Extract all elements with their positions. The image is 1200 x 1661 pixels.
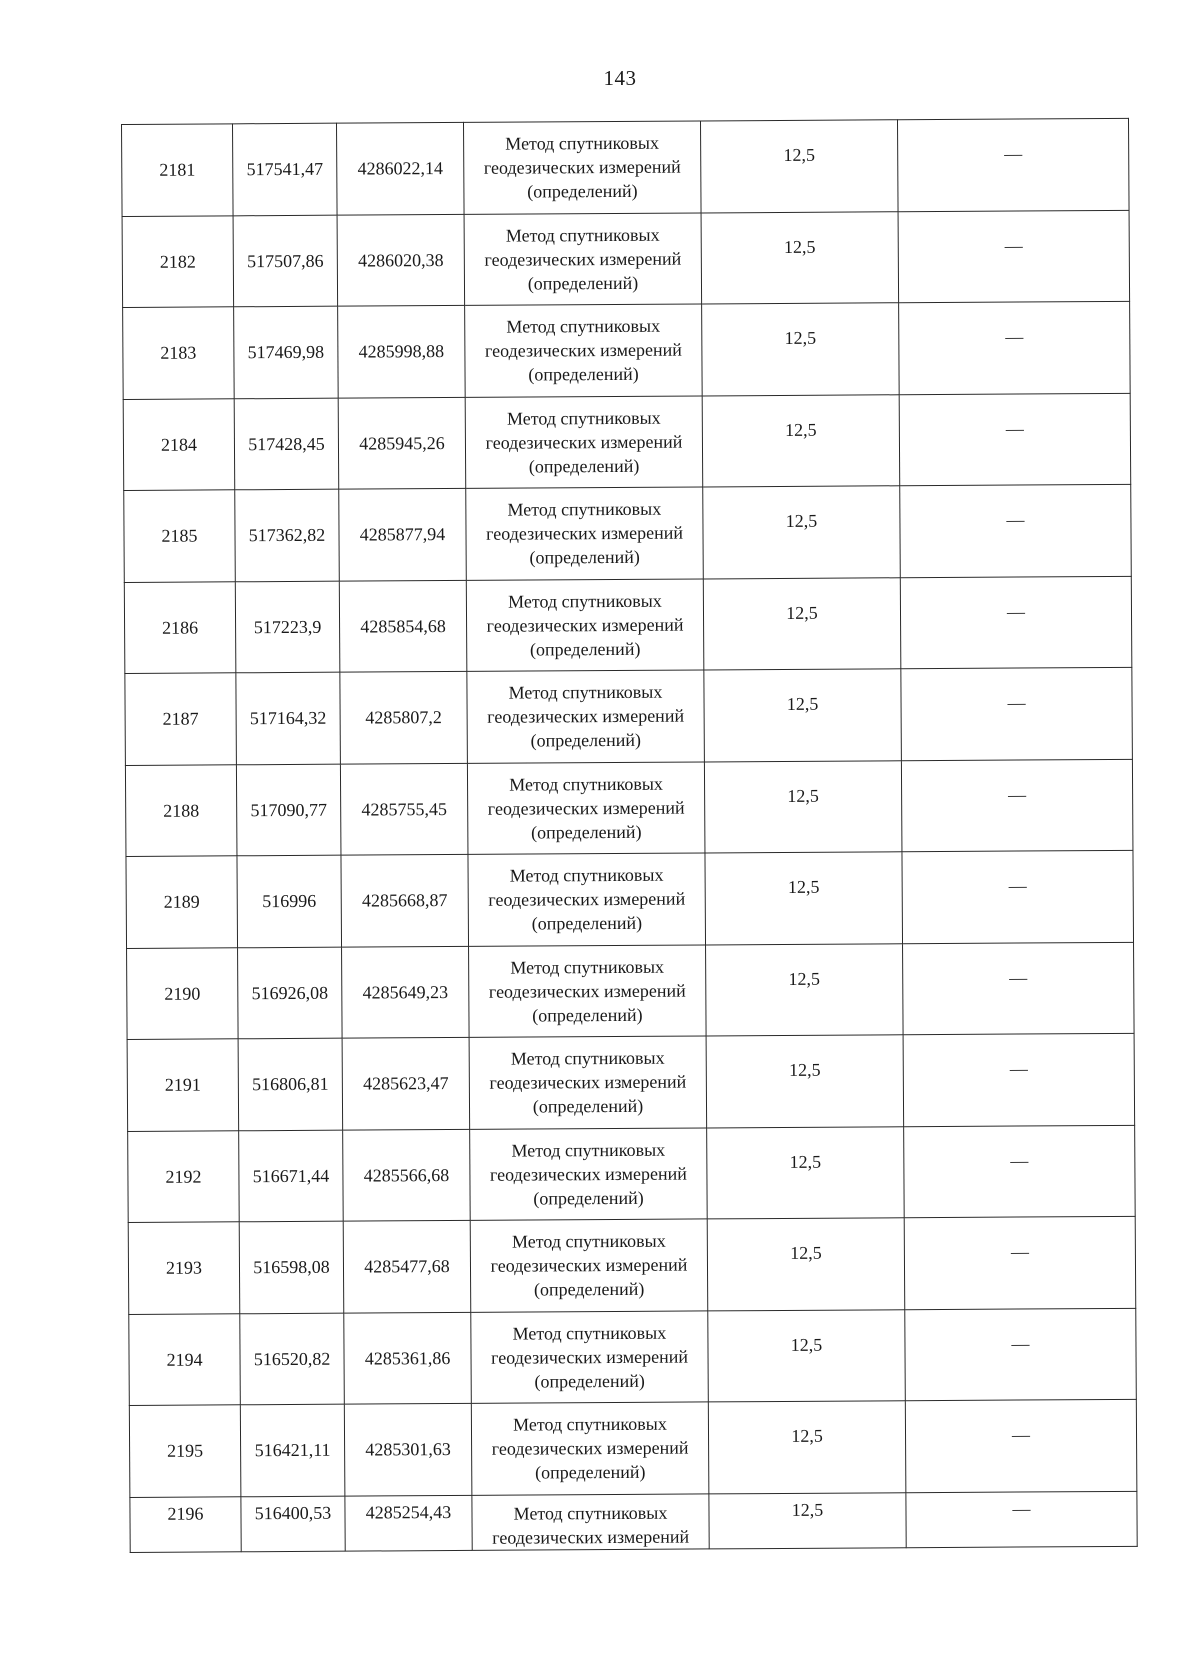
method-text-line: геодезических измерений	[484, 339, 682, 362]
x-coordinate-cell: 517428,45	[234, 398, 339, 490]
x-coordinate-cell: 516421,11	[240, 1404, 345, 1496]
method-text-line: Метод спутниковых	[511, 1139, 666, 1161]
method-text-line: (определений)	[528, 364, 639, 385]
method-cell	[469, 944, 707, 1037]
method-text-line: Метод спутниковых	[505, 132, 660, 154]
method-text-line: геодезических измерений	[485, 431, 683, 453]
method-text-line: геодезических измерений	[484, 248, 682, 270]
note-cell: —	[903, 942, 1135, 1035]
x-coordinate-cell: 516996	[237, 855, 342, 947]
method-text-line: Метод спутниковых	[508, 590, 662, 612]
y-coordinate-cell: 4285877,94	[339, 488, 467, 580]
accuracy-cell: 12,5	[703, 486, 901, 579]
x-coordinate-cell: 516926,08	[238, 947, 343, 1039]
accuracy-cell: 12,5	[707, 1126, 905, 1219]
x-coordinate-cell: 517164,32	[236, 672, 341, 764]
method-text-line: геодезических измерений	[491, 1346, 689, 1368]
y-coordinate-cell: 4285477,68	[343, 1220, 471, 1312]
y-coordinate-cell: 4285623,47	[342, 1037, 470, 1129]
method-text-line: (определений)	[533, 1187, 644, 1209]
method-text-line: геодезических измерений	[483, 156, 681, 179]
note-cell: —	[903, 1033, 1135, 1126]
accuracy-cell: 12,5	[707, 1218, 905, 1311]
accuracy-cell: 12,5	[706, 943, 904, 1036]
method-text-line: (определений)	[534, 1370, 645, 1392]
table-row	[128, 1125, 1136, 1223]
y-coordinate-cell: 4285361,86	[344, 1312, 472, 1404]
method-text-line: (определений)	[528, 455, 640, 477]
table-row	[123, 393, 1131, 491]
accuracy-cell: 12,5	[709, 1492, 906, 1548]
x-coordinate-cell: 516520,82	[240, 1313, 345, 1405]
note-cell: —	[899, 393, 1131, 486]
method-text-line: геодезических измерений	[490, 1254, 688, 1277]
method-text-line: Метод спутниковых	[505, 224, 660, 246]
method-text-line: Метод спутниковых	[509, 773, 663, 795]
table-row	[129, 1399, 1137, 1497]
method-text-line: Метод спутниковых	[506, 407, 661, 429]
point-number-cell: 2183	[123, 307, 235, 399]
note-cell: —	[901, 759, 1133, 852]
accuracy-cell: 12,5	[708, 1401, 906, 1494]
y-coordinate-cell: 4285566,68	[343, 1129, 471, 1221]
accuracy-cell: 12,5	[703, 577, 901, 670]
method-cell	[471, 1402, 709, 1495]
method-cell	[472, 1493, 709, 1549]
point-number-cell: 2190	[127, 947, 239, 1039]
method-cell	[471, 1310, 709, 1403]
method-text-line: Метод спутниковых	[511, 1230, 666, 1252]
note-cell: —	[900, 576, 1132, 669]
note-cell: —	[905, 1399, 1137, 1492]
method-text-line: (определений)	[531, 821, 642, 843]
point-number-cell: 2194	[129, 1313, 241, 1405]
method-cell	[465, 395, 703, 488]
accuracy-cell: 12,5	[700, 120, 898, 213]
note-cell: —	[901, 667, 1133, 760]
method-text-line: (определений)	[531, 913, 643, 934]
method-text-line: (определений)	[534, 1462, 646, 1483]
method-text-line: геодезических измерений	[487, 797, 685, 819]
method-text-line: Метод спутниковых	[510, 1047, 665, 1069]
note-cell: —	[904, 1125, 1136, 1218]
table-row	[127, 942, 1135, 1040]
accuracy-cell: 12,5	[702, 303, 900, 396]
page-number: 143	[603, 66, 637, 90]
method-text-line: геодезических измерений	[492, 1526, 690, 1548]
method-cell	[468, 853, 706, 946]
note-cell: —	[899, 301, 1131, 394]
note-cell: —	[906, 1491, 1137, 1547]
method-text-line: Метод спутниковых	[512, 1322, 667, 1344]
method-cell	[470, 1127, 708, 1220]
method-text-line: геодезических измерений	[491, 1437, 689, 1460]
accuracy-cell: 12,5	[708, 1309, 906, 1402]
method-text-line: геодезических измерений	[486, 614, 684, 636]
method-cell	[466, 578, 704, 671]
accuracy-cell: 12,5	[702, 394, 900, 487]
y-coordinate-cell: 4285668,87	[341, 854, 469, 946]
point-number-cell: 2187	[125, 673, 237, 765]
accuracy-cell: 12,5	[705, 852, 903, 945]
table-row	[123, 301, 1131, 399]
method-cell	[463, 121, 701, 214]
accuracy-cell: 12,5	[706, 1035, 904, 1128]
table-row	[129, 1308, 1137, 1406]
method-cell	[466, 487, 704, 580]
note-cell: —	[905, 1308, 1137, 1401]
method-text-line: геодезических измерений	[488, 980, 686, 1002]
table-row	[124, 576, 1132, 674]
point-number-cell: 2188	[125, 764, 237, 856]
table-row	[122, 210, 1130, 308]
point-number-cell: 2189	[126, 856, 238, 948]
y-coordinate-cell: 4285649,23	[342, 946, 470, 1038]
coordinates-table-body	[122, 118, 1138, 1552]
point-number-cell: 2186	[124, 581, 236, 673]
method-text-line: (определений)	[532, 1096, 644, 1117]
y-coordinate-cell: 4285998,88	[338, 305, 466, 397]
method-cell	[464, 212, 702, 305]
method-text-line: (определений)	[527, 181, 638, 202]
method-text-line: Метод спутниковых	[509, 864, 664, 886]
table-row	[124, 484, 1132, 582]
x-coordinate-cell: 516671,44	[239, 1130, 344, 1222]
x-coordinate-cell: 517507,86	[233, 215, 338, 307]
method-text-line: Метод спутниковых	[513, 1502, 668, 1524]
y-coordinate-cell: 4285755,45	[340, 763, 468, 855]
note-cell: —	[904, 1216, 1136, 1309]
method-text-line: (определений)	[529, 547, 640, 568]
method-text-line: геодезических измерений	[488, 888, 686, 911]
x-coordinate-cell: 517469,98	[234, 306, 339, 398]
note-cell: —	[902, 850, 1134, 943]
x-coordinate-cell: 516598,08	[239, 1221, 344, 1313]
x-coordinate-cell: 516400,53	[241, 1496, 345, 1552]
method-text-line: (определений)	[527, 272, 639, 294]
method-text-line: геодезических измерений	[489, 1163, 687, 1185]
x-coordinate-cell: 517090,77	[236, 764, 341, 856]
point-number-cell: 2195	[129, 1405, 241, 1497]
point-number-cell: 2192	[128, 1130, 240, 1222]
table-row	[126, 850, 1134, 948]
method-cell	[467, 761, 705, 854]
y-coordinate-cell: 4285807,2	[340, 671, 468, 763]
point-number-cell: 2196	[130, 1496, 241, 1552]
table-row	[125, 667, 1133, 765]
table-row	[125, 759, 1133, 857]
x-coordinate-cell: 517541,47	[233, 123, 338, 215]
note-cell: —	[898, 210, 1130, 303]
method-text-line: (определений)	[532, 1004, 643, 1026]
method-text-line: (определений)	[530, 730, 642, 751]
method-cell	[465, 304, 703, 397]
point-number-cell: 2185	[124, 490, 236, 582]
method-text-line: Метод спутниковых	[506, 315, 661, 337]
method-text-line: Метод спутниковых	[507, 498, 662, 520]
method-text-line: Метод спутниковых	[508, 681, 663, 703]
table-row	[130, 1491, 1137, 1552]
y-coordinate-cell: 4285945,26	[338, 397, 466, 489]
x-coordinate-cell: 516806,81	[238, 1038, 343, 1130]
y-coordinate-cell: 4286022,14	[336, 122, 464, 214]
point-number-cell: 2182	[122, 215, 234, 307]
method-cell	[467, 670, 705, 763]
point-number-cell: 2184	[123, 398, 235, 490]
method-text-line: геодезических измерений	[487, 705, 685, 728]
point-number-cell: 2191	[127, 1039, 239, 1131]
method-cell	[469, 1036, 707, 1129]
table-row	[128, 1216, 1136, 1314]
coordinates-table	[121, 118, 1138, 1553]
accuracy-cell: 12,5	[704, 760, 902, 853]
method-text-line: (определений)	[533, 1279, 645, 1300]
note-cell: —	[897, 118, 1129, 211]
method-text-line: геодезических измерений	[486, 522, 683, 545]
method-text-line: геодезических измерений	[489, 1071, 687, 1094]
x-coordinate-cell: 517223,9	[235, 581, 340, 673]
point-number-cell: 2181	[122, 124, 234, 216]
y-coordinate-cell: 4285301,63	[344, 1403, 472, 1495]
method-text-line: Метод спутниковых	[513, 1413, 667, 1435]
point-number-cell: 2193	[128, 1222, 240, 1314]
note-cell: —	[900, 484, 1132, 577]
y-coordinate-cell: 4285854,68	[339, 580, 467, 672]
accuracy-cell: 12,5	[704, 669, 902, 762]
table-row	[127, 1033, 1135, 1131]
accuracy-cell: 12,5	[701, 211, 899, 304]
table-row	[122, 118, 1130, 216]
y-coordinate-cell: 4286020,38	[337, 214, 465, 306]
y-coordinate-cell: 4285254,43	[345, 1495, 472, 1551]
method-cell	[470, 1219, 708, 1312]
x-coordinate-cell: 517362,82	[235, 489, 340, 581]
method-text-line: Метод спутниковых	[510, 956, 665, 978]
method-text-line: (определений)	[529, 638, 641, 660]
